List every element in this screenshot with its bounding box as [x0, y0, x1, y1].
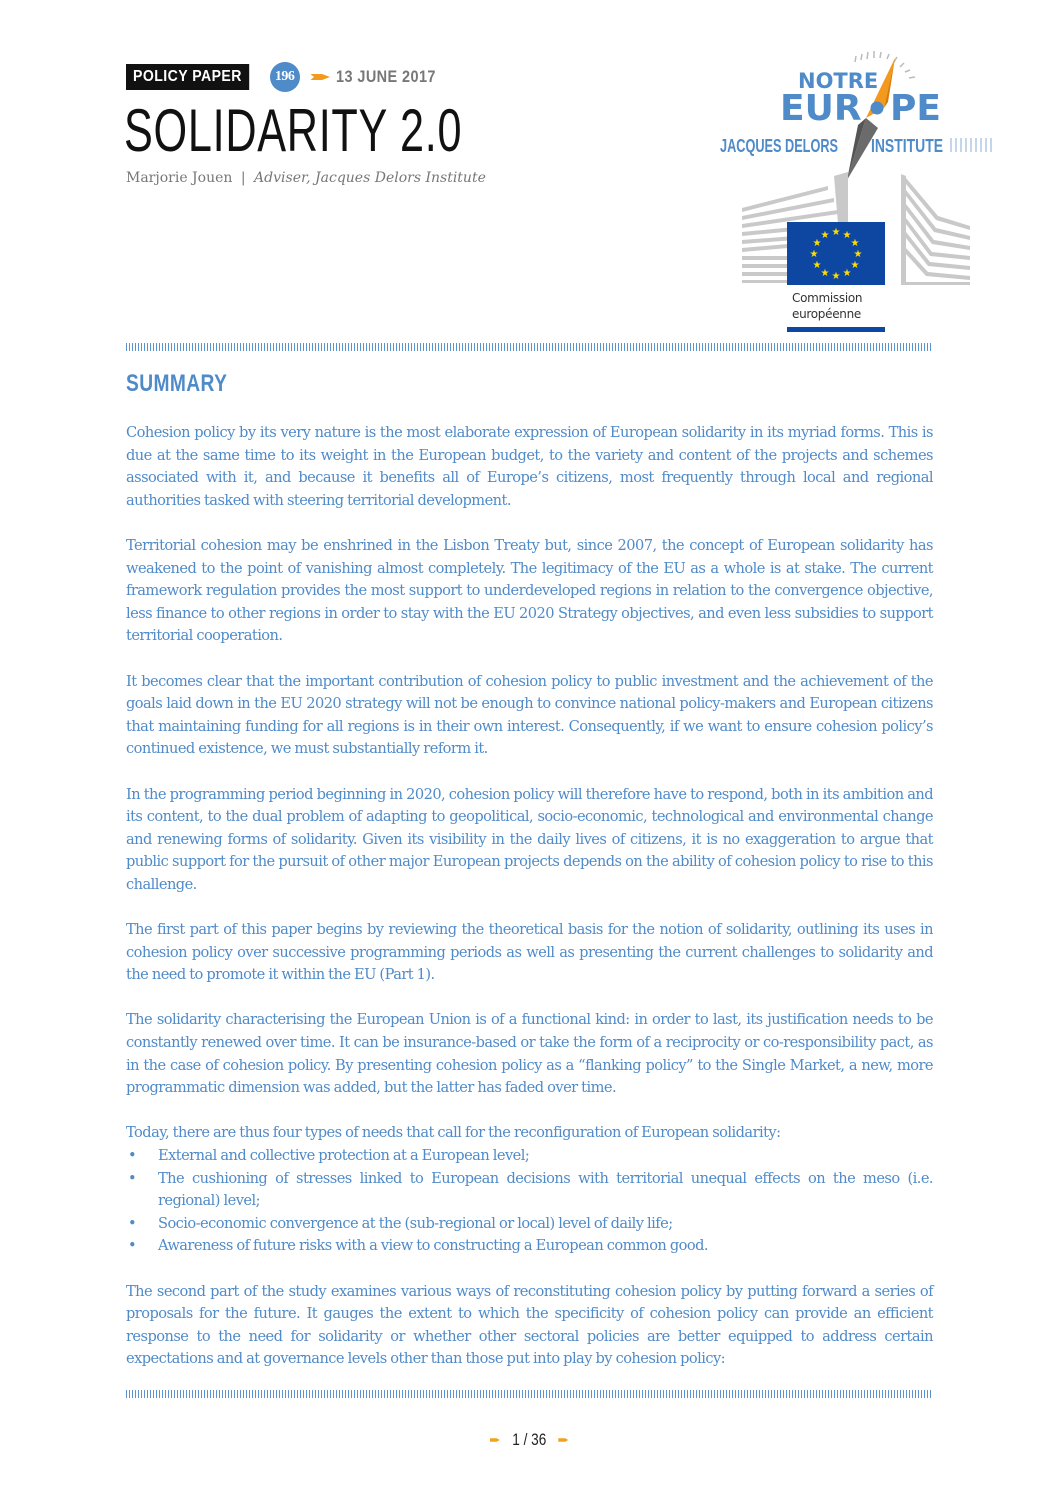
- commission-label: [792, 290, 862, 322]
- svg-text:★: ★: [820, 230, 830, 241]
- author-line: [126, 170, 486, 186]
- summary-paragraph: In the programming period beginning in 2020, cohesion policy will therefore have to respond, both in its ambition and its content, to the dual problem of adapting to geopolitical, socio-economic, technological and environmental change and renewing forms of solidarity. Given its visibility in the daily lives of citizens, it is no exaggeration to argue that public support for the pursuit of other major European projects depends on the ability of cohesion policy to rise to this challenge.: [126, 785, 933, 893]
- svg-text:★: ★: [853, 249, 863, 260]
- arrow-icon: [490, 1437, 500, 1443]
- summary-paragraph: Cohesion policy by its very nature is the most elaborate expression of European solidarity in its myriad forms. This is due at the same time to its weight in the European budget, to the variety and content of the projects and schemes associated with it, and because it benefits all of Europe’s citizens, most frequently through local and regional authorities tasked with steering territorial development.: [126, 424, 933, 509]
- summary-paragraph: The first part of this paper begins by reviewing the theoretical basis for the notion of solidarity, outlining its uses in cohesion policy over successive programming periods as well as presenting the current challenges to solidarity and the need to promote it within the EU (Part 1).: [126, 921, 933, 984]
- eu-stars-icon: [810, 227, 863, 282]
- summary-paragraph: It becomes clear that the important contribution of cohesion policy to public investment and the achievement of the goals laid down in the EU 2020 strategy will not be enough to convince national policy-makers and European citizens that maintaining funding for all regions is in their own interest. Consequently, if we want to ensure cohesion policy’s continued existence, we must substantially reform it.: [126, 672, 933, 758]
- page-footer: [0, 1430, 1058, 1450]
- svg-text:★: ★: [820, 268, 830, 279]
- list-item-text: The cushioning of stresses linked to European decisions with territorial unequal effects on the meso (i.e. regional) level;: [158, 1169, 933, 1210]
- arrow-icon: [308, 72, 330, 82]
- summary-paragraph: The solidarity characterising the European Union is of a functional kind: in order to last, its justification needs to be constantly renewed over time. It can be insurance-based or take the form of a reciprocity or co-responsibility pact, as in the case of cohesion policy. By presenting cohesion policy as a “flanking policy” to the Single Market, a new, more programmatic dimension was added, but the latter has faded over time.: [126, 1011, 933, 1097]
- commission-underline: [787, 327, 885, 332]
- svg-text:★: ★: [812, 260, 822, 271]
- svg-text:★: ★: [842, 268, 852, 279]
- bullet-icon: •: [128, 1169, 137, 1187]
- logo-text-jacques-delors: JACQUES DELORS: [720, 136, 838, 156]
- publication-date: 13 JUNE 2017: [335, 67, 436, 86]
- eu-flag: [787, 222, 885, 285]
- european-commission-logo: [738, 172, 973, 332]
- header-meta: [126, 64, 453, 90]
- commission-label-line1: Commission: [792, 291, 863, 305]
- logo-text-eur: EUR: [780, 88, 862, 129]
- bullet-icon: •: [128, 1214, 137, 1232]
- list-item-text: Awareness of future risks with a view to constructing a European common good.: [158, 1237, 709, 1255]
- logo-text-institute: INSTITUTE: [871, 136, 943, 156]
- list-item: [126, 1145, 933, 1168]
- summary-heading: SUMMARY: [126, 370, 228, 397]
- svg-text:★: ★: [850, 238, 860, 249]
- bullet-icon: •: [128, 1147, 137, 1164]
- svg-text:★: ★: [812, 238, 822, 249]
- list-intro: Today, there are thus four types of needs that call for the reconfiguration of European solidarity:: [126, 1124, 781, 1142]
- summary-body: [126, 422, 933, 1394]
- svg-text:★: ★: [831, 227, 841, 238]
- list-item: [126, 1168, 933, 1213]
- svg-text:★: ★: [809, 249, 819, 260]
- document-title: SOLIDARITY 2.0: [124, 97, 463, 164]
- svg-text:★: ★: [831, 271, 841, 282]
- author-name: Marjorie Jouen: [126, 170, 233, 186]
- list-item: [126, 1235, 933, 1258]
- issue-number-badge: 196: [270, 62, 300, 92]
- notre-europe-logo: [716, 40, 1006, 180]
- commission-label-line2: européenne: [792, 307, 861, 321]
- svg-text:★: ★: [842, 230, 852, 241]
- page-indicator: 1 / 36: [511, 1430, 547, 1449]
- author-separator: |: [240, 170, 246, 186]
- section-divider-bottom: [126, 1390, 933, 1398]
- svg-text:★: ★: [850, 260, 860, 271]
- needs-list: [126, 1145, 933, 1258]
- summary-paragraph: Territorial cohesion may be enshrined in the Lisbon Treaty but, since 2007, the concept of European solidarity has weakened to the point of vanishing almost completely. The legitimacy of the EU as a whole is at stake. The current framework regulation provides the most support to underdeveloped regions in relation to the convergence objective, less finance to other regions in order to stay with the EU 2020 Strategy objectives, and even less subsidies to support territorial cooperation.: [126, 536, 933, 645]
- summary-paragraph-closing: The second part of the study examines various ways of reconstituting cohesion policy by putting forward a series of proposals for the future. It gauges the extent to which the specificity of cohesion policy can provide an efficient response to the need for solidarity or whether other sectoral policies are better equipped to address certain expectations and at governance levels other than those put into play by cohesion policy:: [126, 1282, 933, 1368]
- bullet-icon: •: [128, 1237, 137, 1255]
- logo-text-notre: NOTRE: [798, 69, 879, 93]
- section-divider-top: [126, 343, 933, 351]
- author-role: Adviser, Jacques Delors Institute: [254, 170, 486, 186]
- list-item-text: Socio-economic convergence at the (sub-regional or local) level of daily life;: [158, 1214, 673, 1232]
- list-item-text: External and collective protection at a European level;: [158, 1147, 530, 1164]
- logo-text-pe: PE: [890, 88, 941, 129]
- list-item: [126, 1213, 933, 1236]
- arrow-icon: [558, 1437, 568, 1443]
- series-label: POLICY PAPER: [126, 64, 249, 90]
